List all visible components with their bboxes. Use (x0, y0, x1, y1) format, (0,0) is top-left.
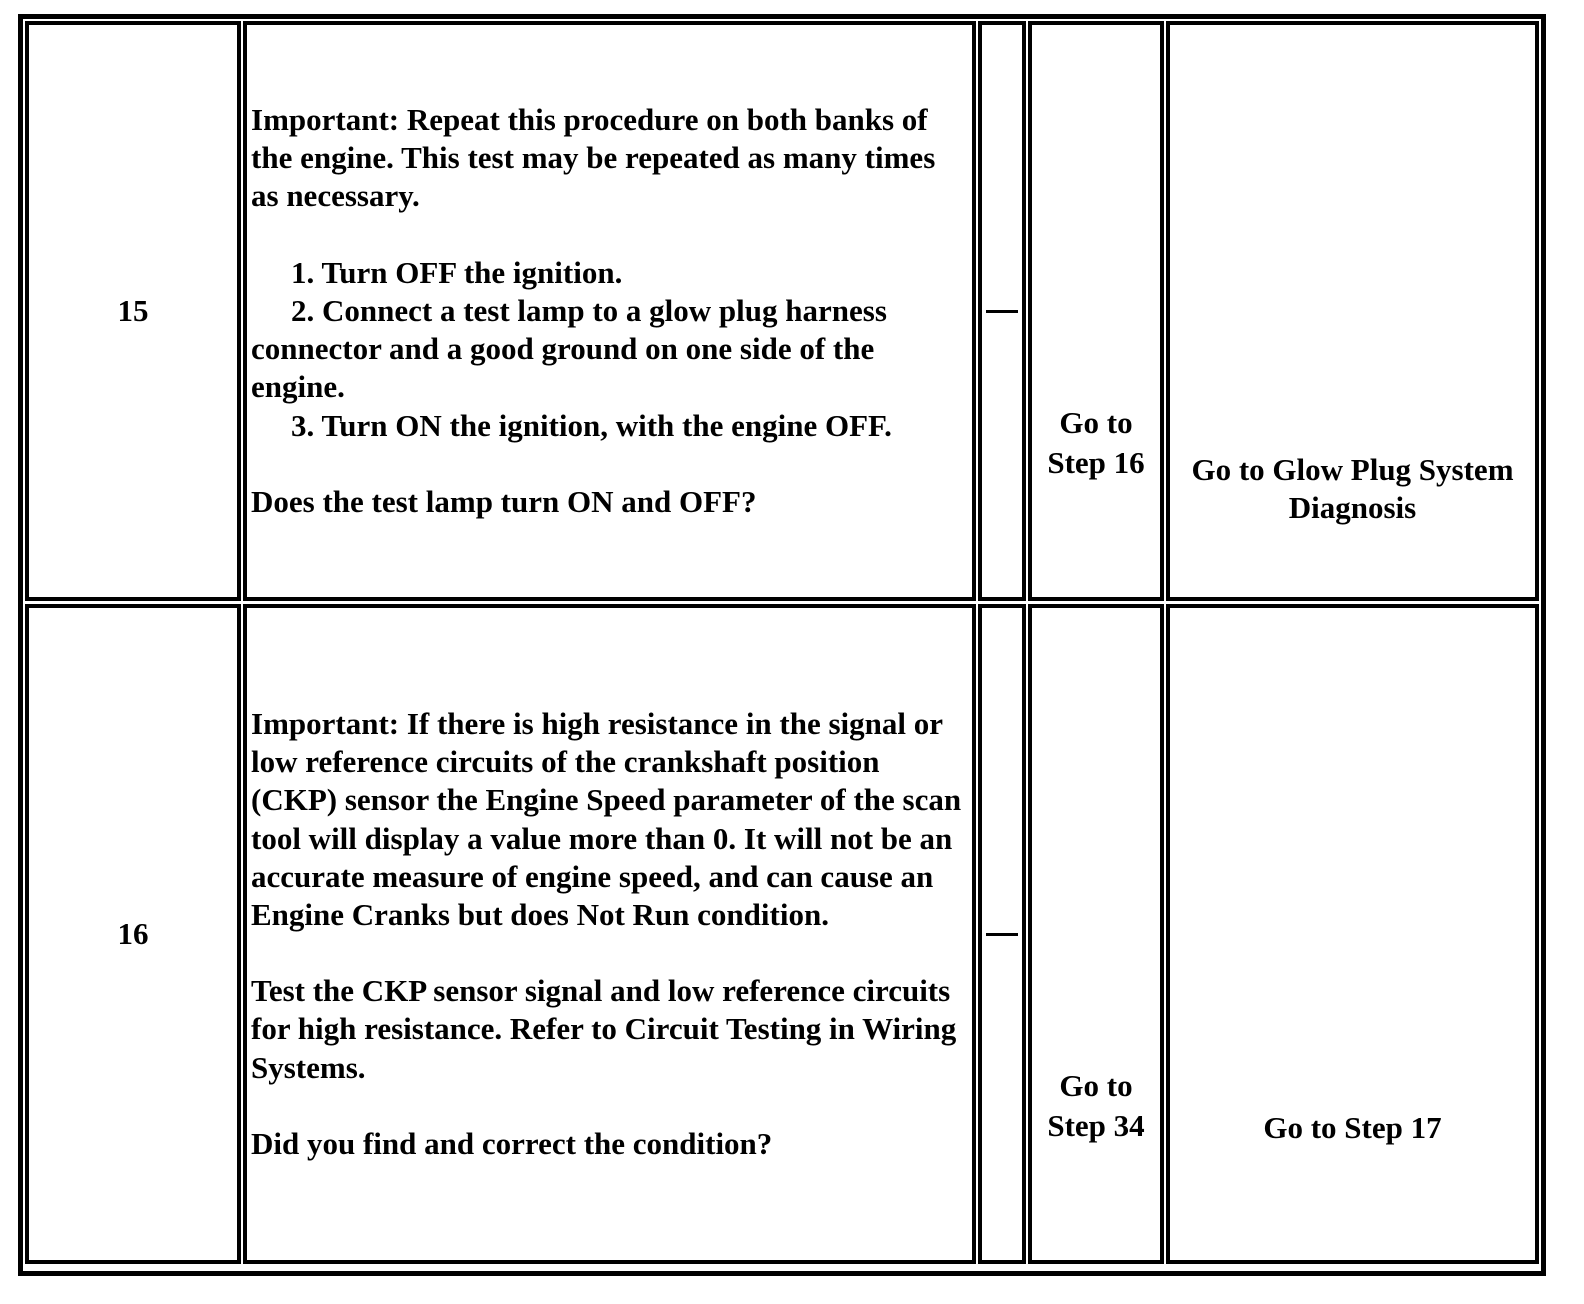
step-number: 16 (117, 916, 149, 951)
step-number-cell (25, 21, 241, 601)
no-action-line1: Go to Step 17 (1263, 1110, 1442, 1145)
action-cell (243, 604, 976, 1264)
question: Did you find and correct the condition? (251, 1125, 773, 1161)
list-item: 2. Connect a test lamp to a glow plug harness connector and a good ground on one side of the engine. (251, 292, 887, 405)
step-number-cell (25, 604, 241, 1264)
no-cell (1166, 604, 1539, 1264)
important-note: Important: Repeat this procedure on both banks of the engine. This test may be repeated as many times as necessary. (251, 102, 936, 214)
question: Does the test lamp turn ON and OFF? (251, 483, 757, 519)
yes-cell (1028, 604, 1164, 1264)
no-action-line1: Go to Glow Plug System (1191, 452, 1514, 487)
list-item: 1. Turn OFF the ignition. (291, 254, 623, 290)
yes-action-line1: Go to (1059, 405, 1133, 440)
step-number: 15 (117, 293, 149, 328)
instruction: Test the CKP sensor signal and low reference circuits for high resistance. Refer to Circuit Testing in Wiring Systems. (251, 973, 957, 1085)
important-note: Important: If there is high resistance in the signal or low reference circuits of the crankshaft position (CKP) sensor the Engine Speed parameter of the scan tool will display a value more than 0. It will not be an accurate measure of engine speed, and can cause an Engine Cranks but does Not Run condition. (251, 705, 962, 932)
yes-action-line2: Step 16 (1047, 445, 1145, 480)
list-item: 3. Turn ON the ignition, with the engine OFF. (291, 407, 892, 443)
no-cell (1166, 21, 1539, 601)
no-action-line2: Diagnosis (1288, 490, 1417, 525)
value-cell (978, 21, 1026, 601)
value-dash (986, 310, 1018, 313)
yes-cell (1028, 21, 1164, 601)
value-dash (986, 933, 1018, 936)
yes-action-line2: Step 34 (1047, 1108, 1145, 1143)
action-cell (243, 21, 976, 601)
value-cell (978, 604, 1026, 1264)
yes-action-line1: Go to (1059, 1068, 1133, 1103)
